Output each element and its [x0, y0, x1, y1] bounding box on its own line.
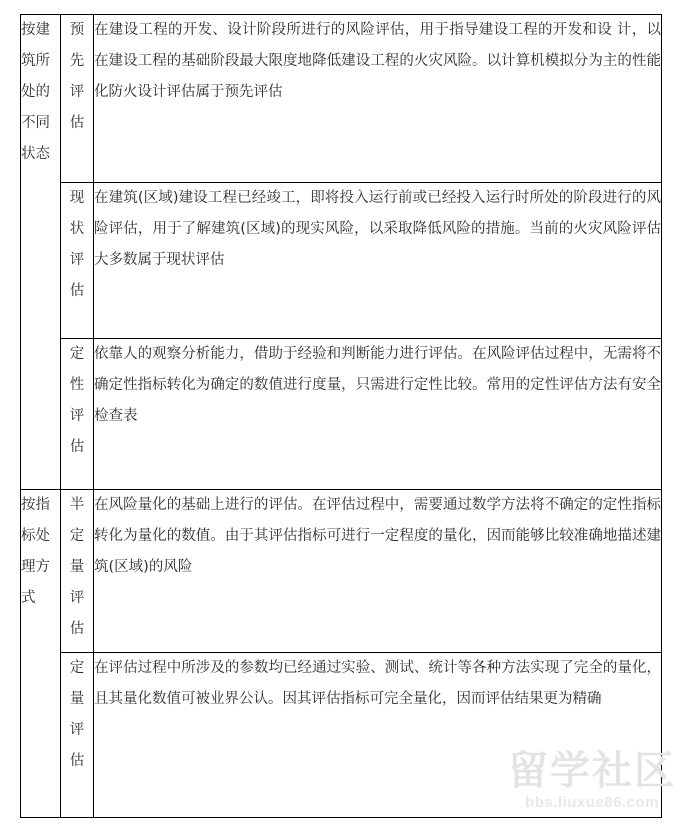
type-label: 半定量评估 [69, 497, 85, 637]
type-label: 现状评估 [69, 190, 85, 299]
description-text: 在风险量化的基础上进行的评估。在评估过程中，需要通过数学方法将不确定的定性指标转化为量化的数值。由于其评估指标可进行一定程度的量化，因而能够比较准确地描述建筑(区域)的风险 [94, 497, 661, 575]
table-row [21, 15, 662, 183]
type-cell-quantitative [61, 653, 94, 818]
table-row [21, 183, 662, 339]
risk-assessment-table [20, 14, 662, 818]
category-label: 按指标处理方式 [21, 497, 50, 606]
type-label: 定量评估 [69, 660, 85, 769]
description-cell-current-status [94, 183, 662, 339]
description-text: 在评估过程中所涉及的参数均已经通过实验、测试、统计等各种方法实现了完全的量化，且其量化数值可被业界公认。因其评估指标可完全量化，因而评估结果更为精确 [94, 660, 661, 707]
type-cell-qualitative [61, 339, 94, 490]
category-label: 按建筑所处的不同状态 [21, 22, 50, 162]
description-text: 在建设工程的开发、设计阶段所进行的风险评估，用于指导建设工程的开发和设 计，以在建设工程的基础阶段最大限度地降低建设工程的火灾风险。以计算机模拟分为主的性能化防火设计评估属于预先评估 [94, 22, 661, 100]
type-cell-current-status [61, 183, 94, 339]
description-cell-quantitative [94, 653, 662, 818]
type-label: 预先评估 [69, 22, 85, 131]
category-cell-building-state [21, 15, 61, 490]
watermark-url: bbs.liuxue86.com [525, 794, 659, 811]
watermark-brand: 留学社区 [508, 748, 676, 794]
type-label: 定性评估 [69, 346, 85, 455]
description-text: 在建筑(区域)建设工程已经竣工，即将投入运行前或已经投入运行时所处的阶段进行的风险评估，用于了解建筑(区域)的现实风险，以采取降低风险的措施。当前的火灾风险评估大多数属于现状评估 [94, 190, 661, 268]
description-text: 依靠人的观察分析能力，借助于经验和判断能力进行评估。在风险评估过程中，无需将不确定性指标转化为确定的数值进行度量，只需进行定性比较。常用的定性评估方法有安全检查表 [94, 346, 661, 424]
table-row [21, 653, 662, 818]
category-cell-indicator-method [21, 490, 61, 818]
type-cell-semi-quantitative [61, 490, 94, 653]
description-cell-qualitative [94, 339, 662, 490]
table-row [21, 339, 662, 490]
table-row [21, 490, 662, 653]
description-cell-preliminary [94, 15, 662, 183]
description-cell-semi-quantitative [94, 490, 662, 653]
type-cell-preliminary [61, 15, 94, 183]
